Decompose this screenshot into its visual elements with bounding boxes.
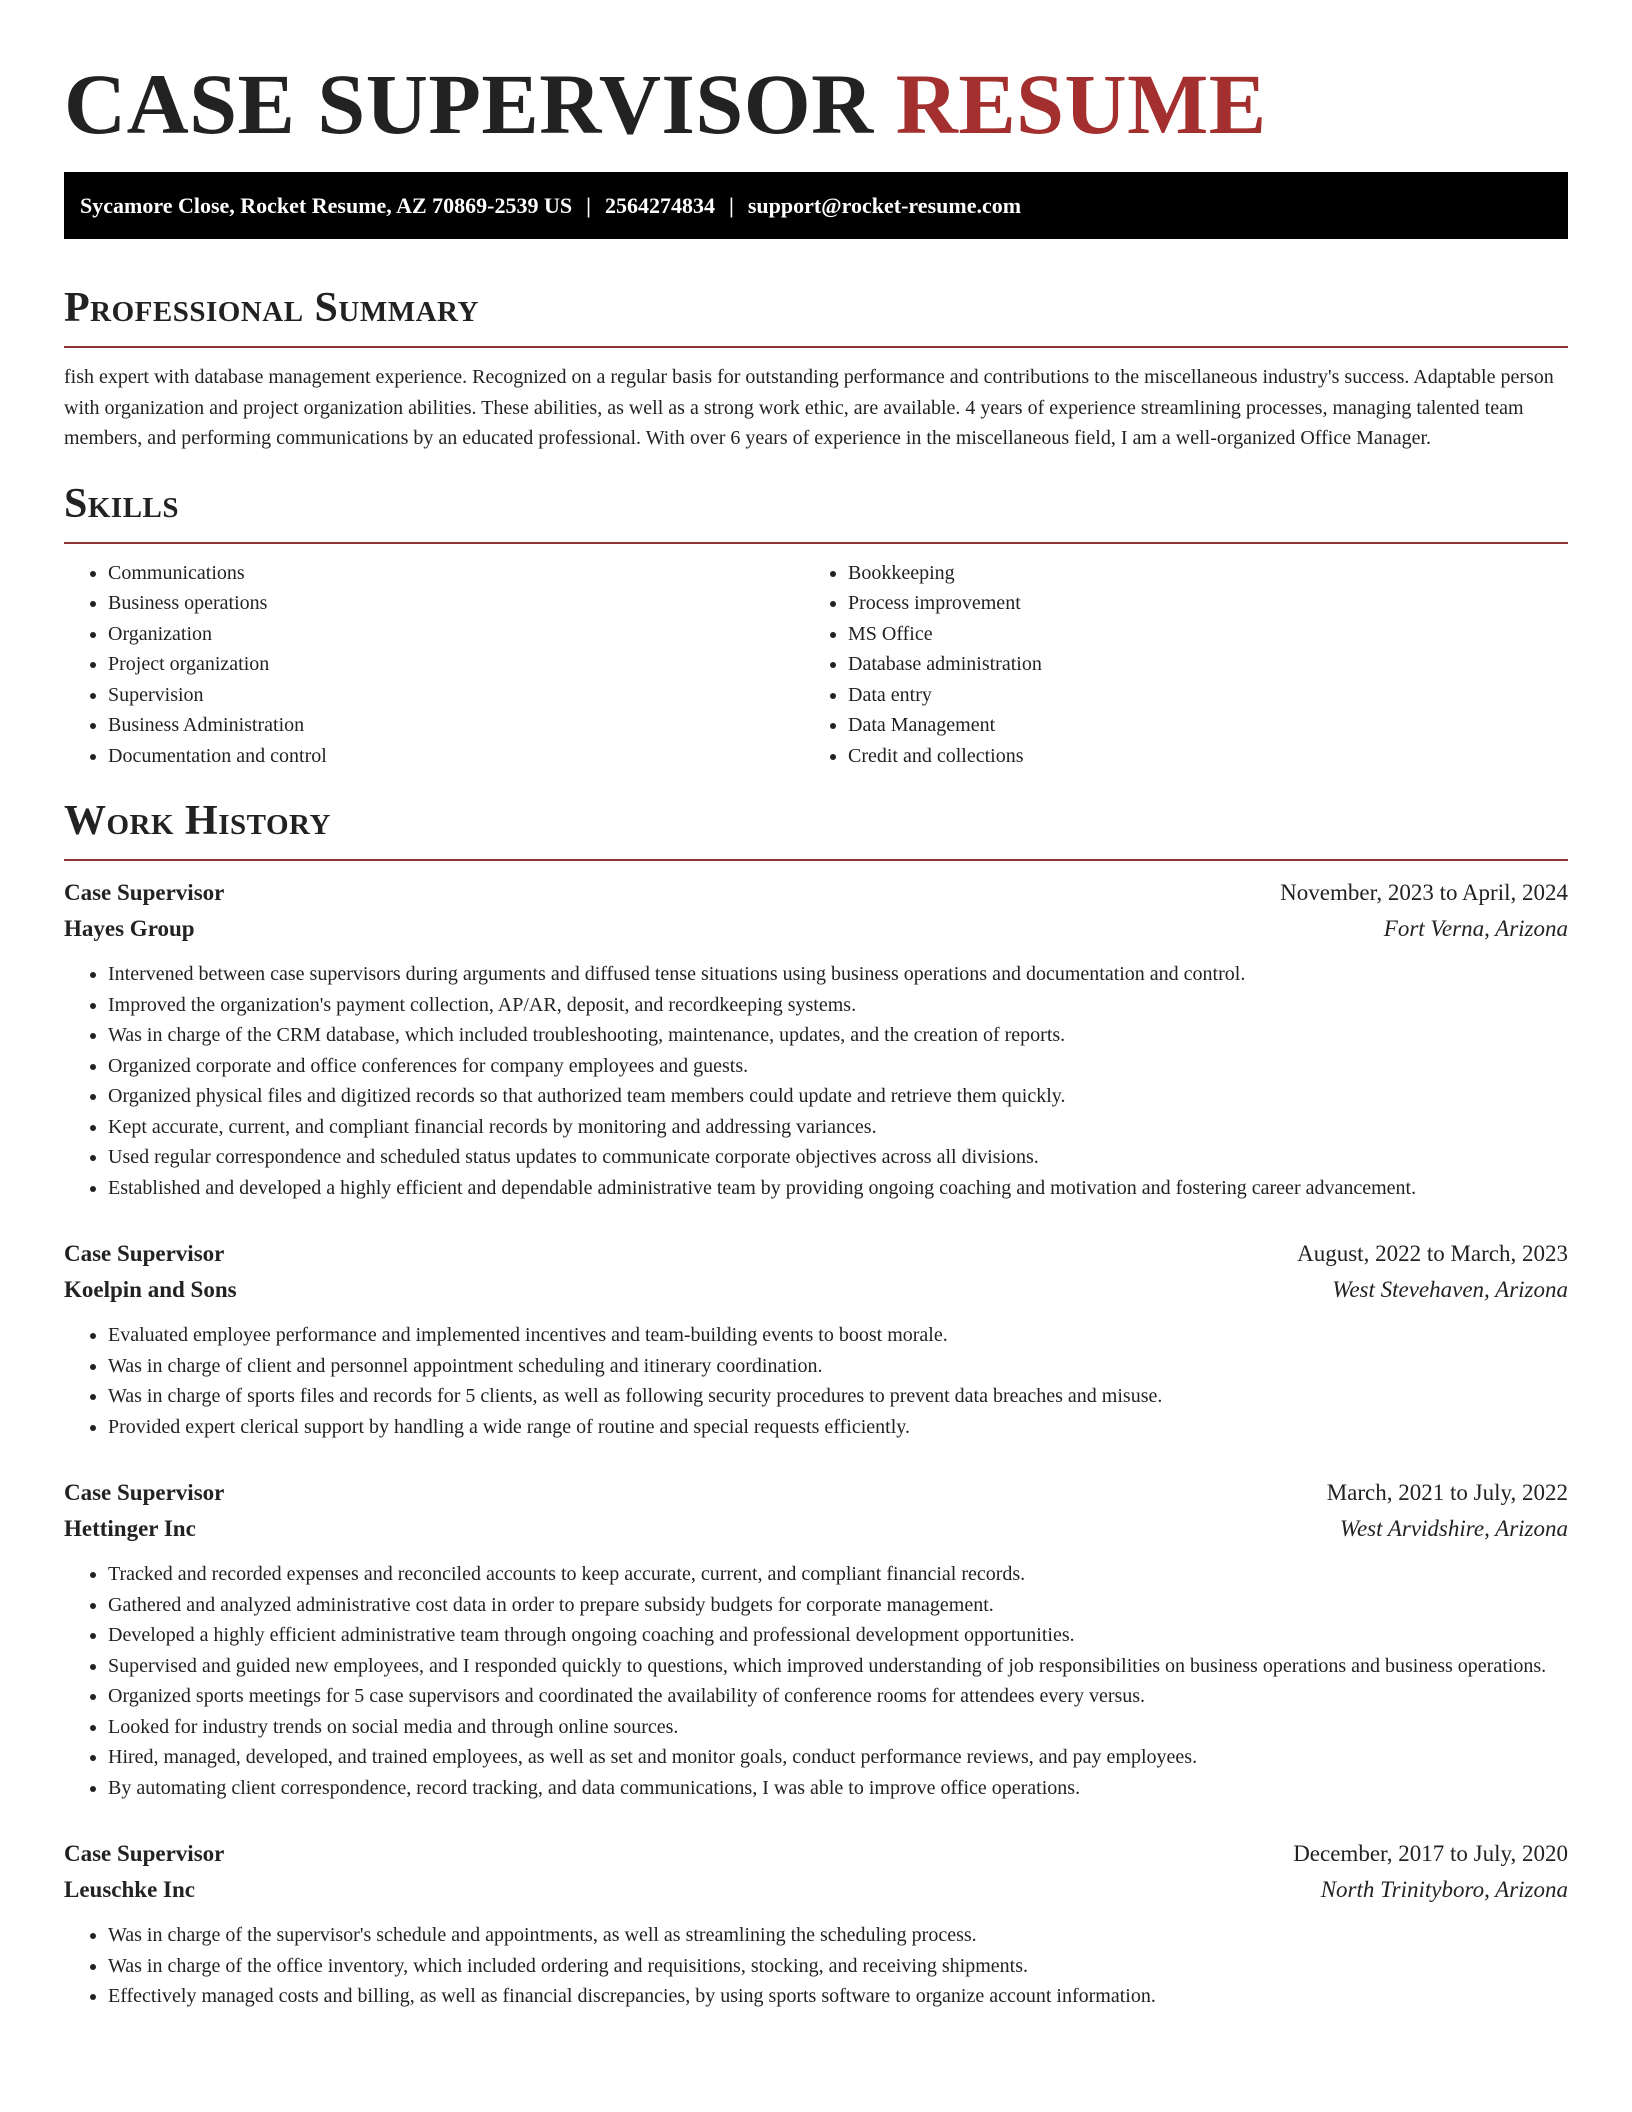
- job-entry: [64, 1236, 1568, 1442]
- resume-title: [64, 58, 1568, 150]
- contact-email: support@rocket-resume.com: [747, 192, 1022, 218]
- job-header-row: [64, 1475, 1568, 1511]
- job-header-row: [64, 1836, 1568, 1872]
- job-bullet: • By automating client correspondence, record tracking, and data communications, I was able to improve office operations.: [108, 1773, 1568, 1804]
- section-divider: [64, 859, 1568, 861]
- job-bullet: • Supervised and guided new employees, and I responded quickly to questions, which improved understanding of job responsibilities on business operations and business operations.: [108, 1651, 1568, 1682]
- jobs-list: [64, 875, 1568, 2012]
- job-header-row: [64, 875, 1568, 911]
- job-title: Case Supervisor: [64, 880, 225, 905]
- job-bullets: [64, 1559, 1568, 1803]
- job-company: Hettinger Inc: [64, 1516, 196, 1541]
- skills-section: [64, 480, 1568, 772]
- job-bullet: • Was in charge of the office inventory, which included ordering and requisitions, stocking, and receiving shipments.: [108, 1951, 1568, 1982]
- skill-item: • Data entry: [848, 680, 1544, 711]
- job-company: Koelpin and Sons: [64, 1277, 237, 1302]
- resume-page: [64, 0, 1568, 2012]
- job-bullet: • Improved the organization's payment collection, AP/AR, deposit, and recordkeeping systems.: [108, 990, 1568, 1021]
- skills-list-left: [64, 558, 804, 772]
- job-bullet: • Kept accurate, current, and compliant financial records by monitoring and addressing variances.: [108, 1112, 1568, 1143]
- skill-item: • Process improvement: [848, 588, 1544, 619]
- title-main: CASE SUPERVISOR: [64, 56, 874, 152]
- skill-item: • MS Office: [848, 619, 1544, 650]
- job-bullet: • Organized sports meetings for 5 case supervisors and coordinated the availability of conference rooms for attendees every versus.: [108, 1681, 1568, 1712]
- skill-item: • Bookkeeping: [848, 558, 1544, 589]
- job-bullet: • Hired, managed, developed, and trained employees, as well as set and monitor goals, conduct performance reviews, and pay employees.: [108, 1742, 1568, 1773]
- contact-separator: |: [586, 192, 591, 218]
- job-title: Case Supervisor: [64, 1841, 225, 1866]
- work-history-section: [64, 797, 1568, 2012]
- section-heading-skills: Skills: [64, 480, 180, 527]
- job-bullet: • Established and developed a highly efficient and dependable administrative team by providing ongoing coaching and motivation and fostering career advancement.: [108, 1173, 1568, 1204]
- skill-item: • Communications: [108, 558, 804, 589]
- summary-section: [64, 284, 1568, 454]
- job-company: Leuschke Inc: [64, 1877, 195, 1902]
- contact-bar: [64, 172, 1568, 239]
- skills-column-left: [64, 558, 804, 772]
- section-heading-work-history: Work History: [64, 798, 331, 844]
- job-bullet: • Organized corporate and office conferences for company employees and guests.: [108, 1051, 1568, 1082]
- job-bullet: • Was in charge of the CRM database, which included troubleshooting, maintenance, updates, and the creation of reports.: [108, 1020, 1568, 1051]
- job-bullet: • Evaluated employee performance and implemented incentives and team-building events to boost morale.: [108, 1320, 1568, 1351]
- job-dates: March, 2021 to July, 2022: [1326, 1480, 1568, 1505]
- job-bullets: [64, 1320, 1568, 1442]
- skills-list-right: [804, 558, 1544, 772]
- contact-phone: 2564274834: [604, 192, 715, 218]
- job-title: Case Supervisor: [64, 1480, 225, 1505]
- job-subheader-row: [64, 1511, 1568, 1547]
- job-title: Case Supervisor: [64, 1241, 225, 1266]
- job-bullets: [64, 1920, 1568, 2012]
- job-bullet: • Was in charge of the supervisor's schedule and appointments, as well as streamlining the scheduling process.: [108, 1920, 1568, 1951]
- job-bullet: • Looked for industry trends on social media and through online sources.: [108, 1712, 1568, 1743]
- skill-item: • Documentation and control: [108, 741, 804, 772]
- job-bullet: • Gathered and analyzed administrative cost data in order to prepare subsidy budgets for corporate management.: [108, 1590, 1568, 1621]
- job-bullet: • Intervened between case supervisors during arguments and diffused tense situations using business operations and documentation and control.: [108, 959, 1568, 990]
- skill-item: • Project organization: [108, 649, 804, 680]
- section-heading-summary: Professional Summary: [64, 285, 479, 331]
- job-subheader-row: [64, 911, 1568, 947]
- summary-text: fish expert with database management experience. Recognized on a regular basis for outstanding performance and contributions to the miscellaneous industry's success. Adaptable person with organization and project organization abilities. These abilities, as well as a strong work ethic, are available. 4 years of experience streamlining processes, managing talented team members, and performing communications by an educated professional. With over 6 years of experience in the miscellaneous field, I am a well-organized Office Manager.: [64, 366, 1554, 449]
- job-subheader-row: [64, 1872, 1568, 1908]
- job-dates: December, 2017 to July, 2020: [1293, 1841, 1568, 1866]
- section-divider: [64, 542, 1568, 544]
- skill-item: • Supervision: [108, 680, 804, 711]
- job-entry: [64, 1836, 1568, 2012]
- job-entry: [64, 875, 1568, 1203]
- job-bullet: • Was in charge of client and personnel appointment scheduling and itinerary coordination.: [108, 1351, 1568, 1382]
- job-location: West Arvidshire, Arizona: [1339, 1516, 1568, 1541]
- job-header-row: [64, 1236, 1568, 1272]
- skill-item: • Credit and collections: [848, 741, 1544, 772]
- skill-item: • Database administration: [848, 649, 1544, 680]
- skill-item: • Business Administration: [108, 710, 804, 741]
- skill-item: • Business operations: [108, 588, 804, 619]
- skill-item: • Data Management: [848, 710, 1544, 741]
- job-company: Hayes Group: [64, 916, 195, 941]
- job-bullet: • Organized physical files and digitized records so that authorized team members could update and retrieve them quickly.: [108, 1081, 1568, 1112]
- job-bullet: • Was in charge of sports files and records for 5 clients, as well as following security procedures to prevent data breaches and misuse.: [108, 1381, 1568, 1412]
- skills-grid: [64, 558, 1568, 772]
- contact-address: Sycamore Close, Rocket Resume, AZ 70869-2539 US: [80, 192, 573, 218]
- job-dates: August, 2022 to March, 2023: [1297, 1241, 1568, 1266]
- job-bullet: • Effectively managed costs and billing, as well as financial discrepancies, by using sports software to organize account information.: [108, 1981, 1568, 2012]
- job-bullet: • Tracked and recorded expenses and reconciled accounts to keep accurate, current, and compliant financial records.: [108, 1559, 1568, 1590]
- job-subheader-row: [64, 1272, 1568, 1308]
- job-bullet: • Provided expert clerical support by handling a wide range of routine and special requests efficiently.: [108, 1412, 1568, 1443]
- skills-column-right: [804, 558, 1544, 772]
- job-location: West Stevehaven, Arizona: [1332, 1277, 1568, 1302]
- title-accent: RESUME: [895, 56, 1267, 152]
- job-bullet: • Used regular correspondence and scheduled status updates to communicate corporate objectives across all divisions.: [108, 1142, 1568, 1173]
- skill-item: • Organization: [108, 619, 804, 650]
- contact-separator: |: [728, 192, 734, 218]
- job-location: Fort Verna, Arizona: [1383, 916, 1568, 941]
- job-location: North Trinityboro, Arizona: [1320, 1877, 1568, 1902]
- job-entry: [64, 1475, 1568, 1803]
- section-divider: [64, 346, 1568, 348]
- job-bullets: [64, 959, 1568, 1203]
- job-dates: November, 2023 to April, 2024: [1280, 880, 1568, 905]
- job-bullet: • Developed a highly efficient administrative team through ongoing coaching and professional development opportunities.: [108, 1620, 1568, 1651]
